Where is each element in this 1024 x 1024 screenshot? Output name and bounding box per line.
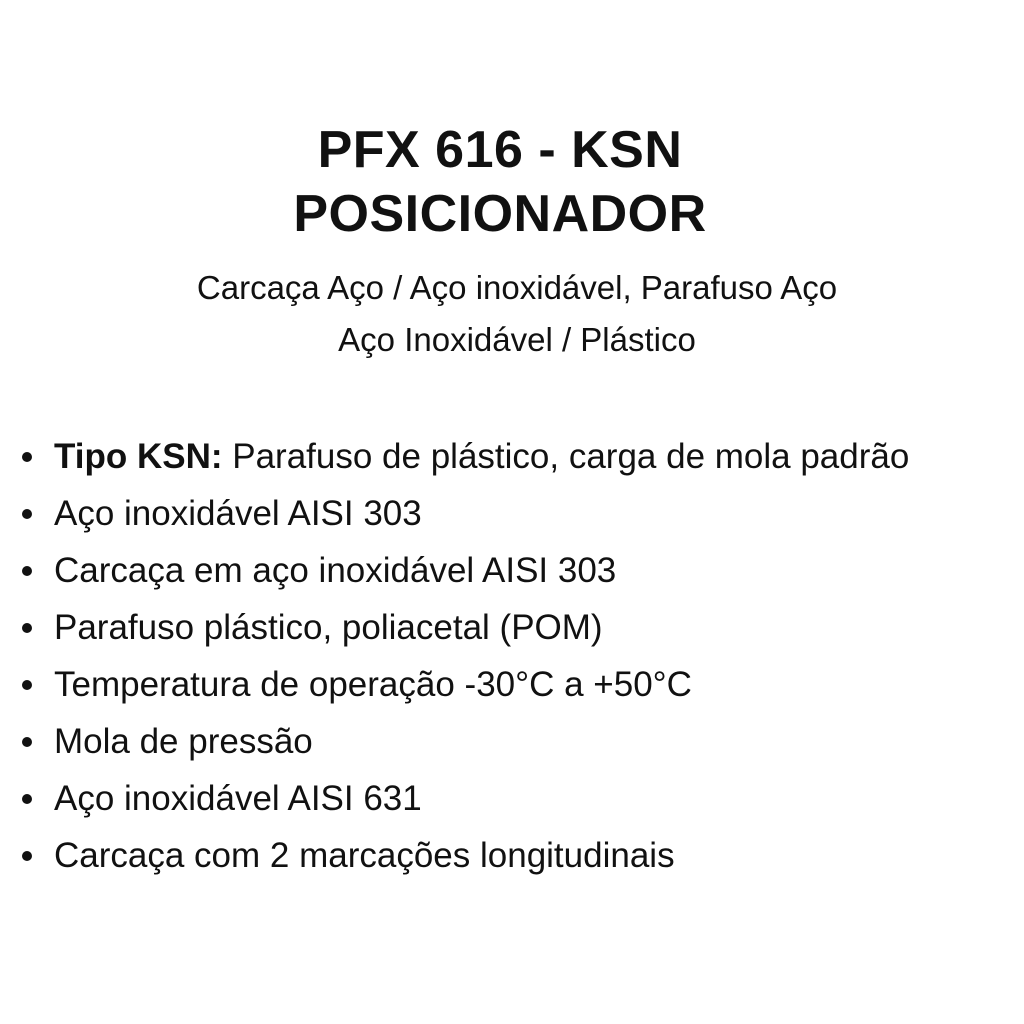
bullet-icon	[22, 851, 32, 861]
bullet-icon	[22, 737, 32, 747]
product-title	[0, 118, 1000, 246]
material-summary-line-1: Carcaça Aço / Aço inoxidável, Parafuso Aço	[196, 269, 838, 306]
feature-item	[22, 485, 1022, 542]
bullet-icon	[22, 509, 32, 519]
feature-description: Aço inoxidável AISI 303	[54, 493, 422, 533]
feature-item	[22, 428, 1022, 485]
bullet-icon	[22, 623, 32, 633]
bullet-icon	[22, 566, 32, 576]
feature-description: Carcaça com 2 marcações longitudinais	[54, 835, 675, 875]
feature-list	[22, 428, 1022, 884]
feature-item	[22, 542, 1022, 599]
feature-item	[22, 599, 1022, 656]
feature-description: Parafuso plástico, poliacetal (POM)	[54, 607, 603, 647]
feature-description: Carcaça em aço inoxidável AISI 303	[54, 550, 617, 590]
bullet-icon	[22, 794, 32, 804]
material-summary	[0, 262, 1024, 366]
feature-item	[22, 713, 1022, 770]
feature-description: Mola de pressão	[54, 721, 313, 761]
product-type: POSICIONADOR	[293, 185, 707, 243]
material-summary-line-2: Aço Inoxidável / Plástico	[338, 321, 696, 358]
product-code: PFX 616 - KSN	[317, 121, 683, 179]
bullet-icon	[22, 452, 32, 462]
feature-description: Aço inoxidável AISI 631	[54, 778, 422, 818]
feature-text	[54, 437, 909, 477]
feature-item	[22, 770, 1022, 827]
feature-item	[22, 656, 1022, 713]
feature-label: Tipo KSN:	[54, 436, 223, 476]
feature-description: Temperatura de operação -30°C a +50°C	[54, 664, 692, 704]
bullet-icon	[22, 680, 32, 690]
feature-item	[22, 827, 1022, 884]
feature-description: Parafuso de plástico, carga de mola padrão	[222, 436, 910, 476]
